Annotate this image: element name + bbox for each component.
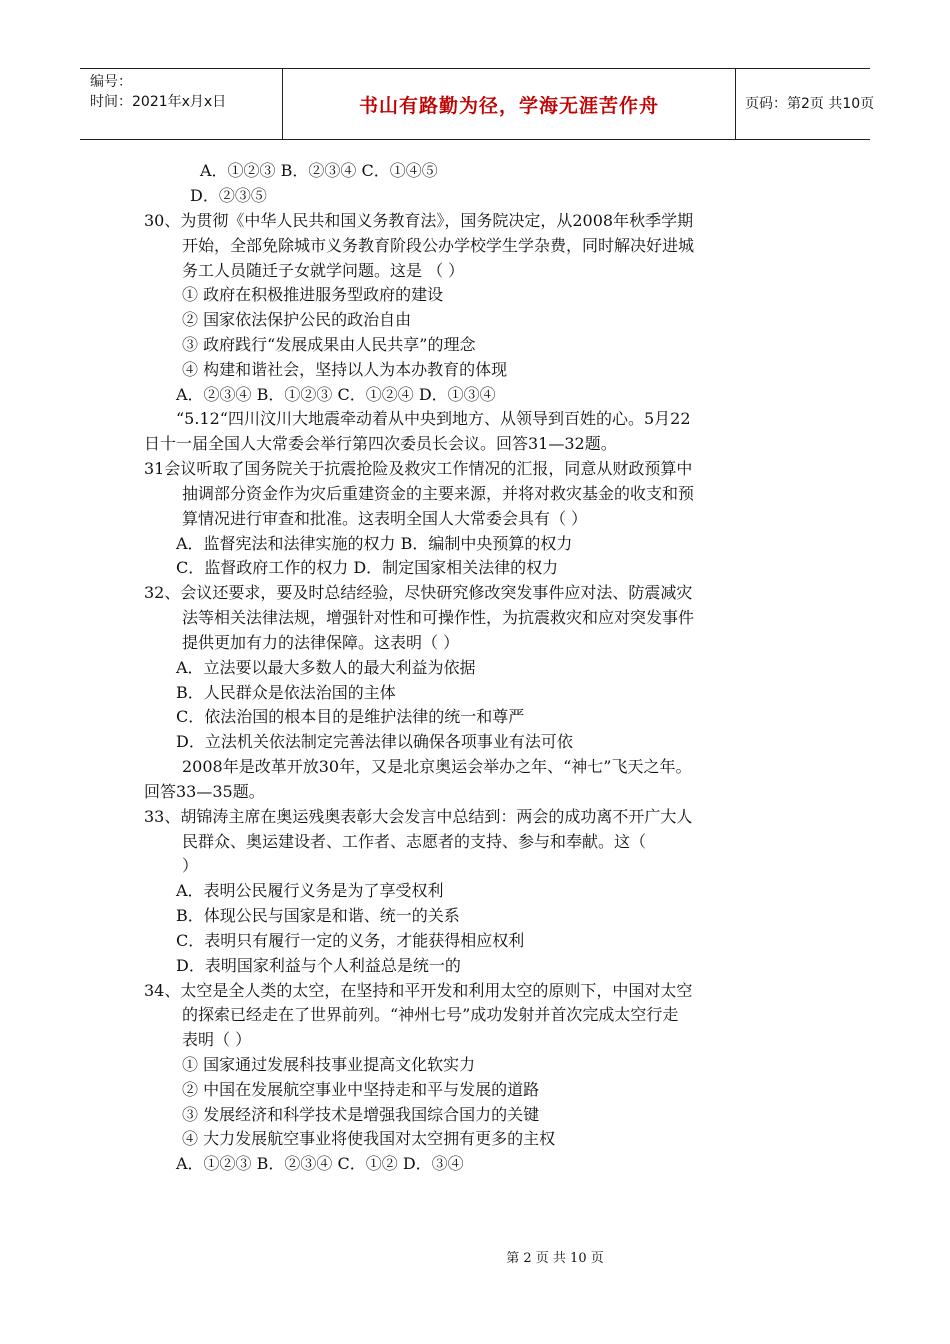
text-line: C．监督政府工作的权力 D．制定国家相关法律的权力 bbox=[176, 558, 559, 577]
text-line: ① 国家通过发展科技事业提高文化软实力 bbox=[182, 1055, 476, 1074]
text-line: 提供更加有力的法律保障。这表明（ ） bbox=[182, 633, 460, 652]
text-line: 务工人员随迁子女就学问题。这是 （ ） bbox=[182, 261, 465, 280]
text-line: 的探索已经走在了世界前列。“神州七号”成功发射并首次完成太空行走 bbox=[182, 1005, 679, 1024]
text-line: A．②③④ B．①②③ C．①②④ D．①③④ bbox=[176, 385, 496, 404]
header-left-cell bbox=[80, 69, 282, 139]
text-line: A．立法要以最大多数人的最大利益为依据 bbox=[176, 658, 476, 677]
text-line: 日十一届全国人大常委会举行第四次委员长会议。回答31—32题。 bbox=[144, 434, 617, 453]
text-line: B．人民群众是依法治国的主体 bbox=[176, 683, 396, 702]
text-line: 2008年是改革开放30年，又是北京奥运会举办之年、“神七”飞天之年。 bbox=[182, 757, 692, 776]
text-line: A．①②③ B．②③④ C．①④⑤ bbox=[200, 161, 438, 180]
text-line: A．表明公民履行义务是为了享受权利 bbox=[176, 881, 444, 900]
header-right-cell bbox=[735, 69, 875, 139]
text-line: B．体现公民与国家是和谐、统一的关系 bbox=[176, 906, 460, 925]
text-line: 33、胡锦涛主席在奥运残奥表彰大会发言中总结到：两会的成功离不开广大人 bbox=[144, 807, 693, 826]
text-line: ④ 构建和谐社会，坚持以人为本办教育的体现 bbox=[182, 360, 508, 379]
text-line: ③ 发展经济和科学技术是增强我国综合国力的关键 bbox=[182, 1105, 540, 1124]
text-line: ① 政府在积极推进服务型政府的建设 bbox=[182, 285, 444, 304]
footer-page-number: 第 2 页 共 10 页 bbox=[506, 1251, 604, 1266]
text-line: D．表明国家利益与个人利益总是统一的 bbox=[176, 956, 461, 975]
text-line: 表明（ ） bbox=[182, 1030, 252, 1049]
text-line: 开始，全部免除城市义务教育阶段公办学校学生学杂费，同时解决好进城 bbox=[182, 236, 695, 255]
text-line: 抽调部分资金作为灾后重建资金的主要来源，并将对救灾基金的收支和预 bbox=[182, 484, 695, 503]
text-line: 31会议听取了国务院关于抗震抢险及救灾工作情况的汇报，同意从财政预算中 bbox=[144, 459, 693, 478]
date-label: 时间：2021年x月x日 bbox=[90, 94, 227, 110]
text-line: 法等相关法律法规，增强针对性和可操作性，为抗震救灾和应对突发事件 bbox=[182, 608, 695, 627]
text-line: ② 国家依法保护公民的政治自由 bbox=[182, 310, 412, 329]
text-line: “5.12“四川汶川大地震牵动着从中央到地方、从领导到百姓的心。5月22 bbox=[176, 409, 691, 428]
text-line: ② 中国在发展航空事业中坚持走和平与发展的道路 bbox=[182, 1080, 540, 1099]
header-page-info: 页码：第2页 共10页 bbox=[745, 96, 875, 112]
text-line: C．依法治国的根本目的是维护法律的统一和尊严 bbox=[176, 707, 525, 726]
text-line: 回答33—35题。 bbox=[144, 782, 265, 801]
text-line: D．立法机关依法制定完善法律以确保各项事业有法可依 bbox=[176, 732, 573, 751]
page-footer bbox=[0, 1247, 950, 1266]
code-label: 编号： bbox=[90, 74, 132, 90]
text-line: ④ 大力发展航空事业将使我国对太空拥有更多的主权 bbox=[182, 1129, 556, 1148]
text-line: 32、会议还要求，要及时总结经验，尽快研究修改突发事件应对法、防震减灾 bbox=[144, 583, 693, 602]
text-line: 34、太空是全人类的太空，在坚持和平开发和利用太空的原则下，中国对太空 bbox=[144, 981, 693, 1000]
text-line: D．②③⑤ bbox=[190, 186, 267, 205]
text-line: 30、为贯彻《中华人民共和国义务教育法》，国务院决定，从2008年秋季学期 bbox=[144, 211, 694, 230]
text-line: A．①②③ B．②③④ C．①② D．③④ bbox=[176, 1154, 464, 1173]
text-line: ） bbox=[182, 856, 199, 875]
page-header bbox=[80, 68, 875, 140]
header-motto-cell bbox=[282, 69, 736, 139]
text-line: 算情况进行审查和批准。这表明全国人大常委会具有（ ） bbox=[182, 509, 588, 528]
text-line: 民群众、奥运建设者、工作者、志愿者的支持、参与和奉献。这（ bbox=[182, 832, 647, 851]
text-line: ③ 政府践行“发展成果由人民共享”的理念 bbox=[182, 335, 476, 354]
header-motto: 书山有路勤为径，学海无涯苦作舟 bbox=[358, 95, 659, 117]
text-line: C．表明只有履行一定的义务，才能获得相应权利 bbox=[176, 931, 525, 950]
text-line: A．监督宪法和法律实施的权力 B．编制中央预算的权力 bbox=[176, 534, 573, 553]
